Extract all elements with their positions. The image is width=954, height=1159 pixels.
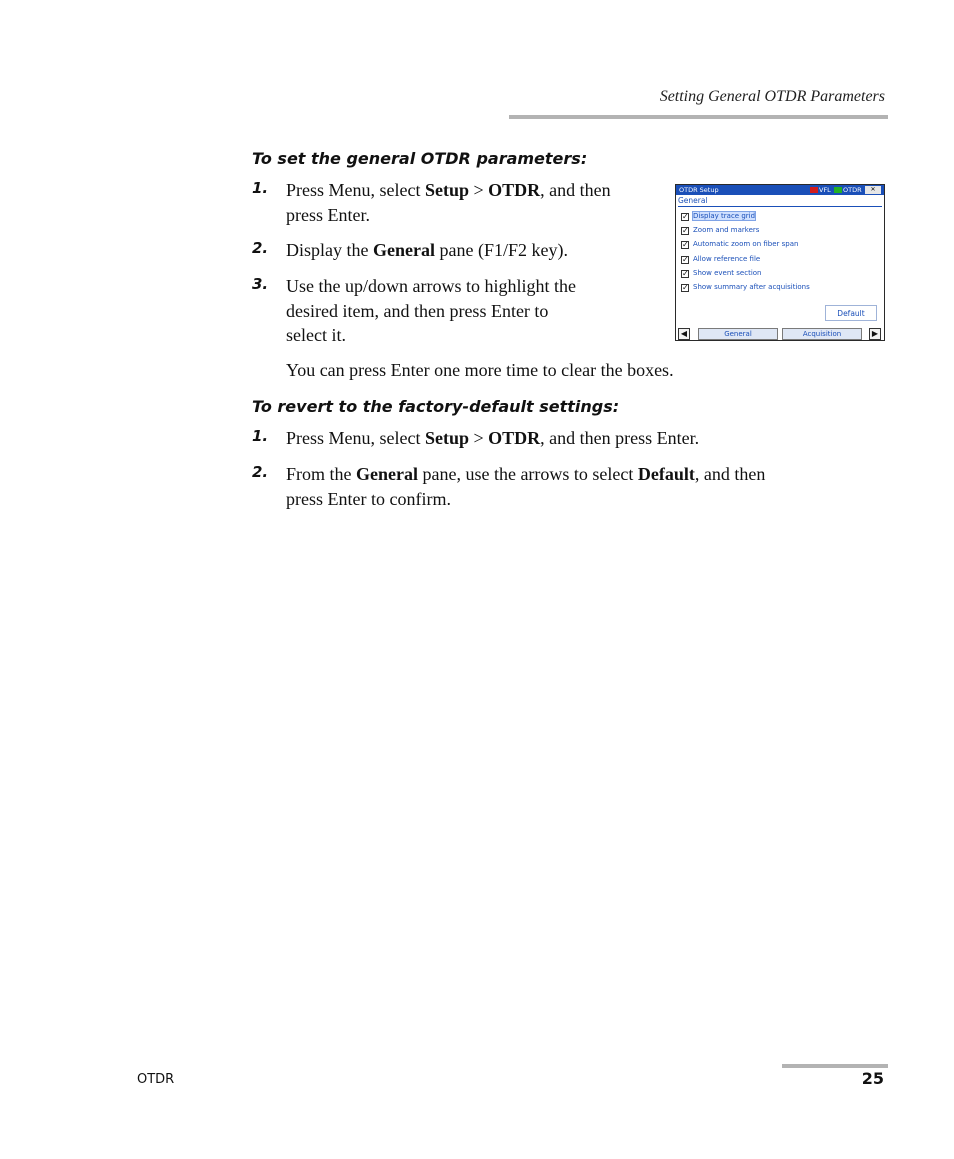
procedure-title: To set the general OTDR parameters: [252, 149, 588, 168]
section-title: General [678, 196, 708, 205]
step-number: 1. [252, 179, 269, 197]
procedure-title: To revert to the factory-default settings: [252, 397, 620, 416]
checkbox-label: Display trace grid [693, 212, 756, 220]
checkbox-item[interactable] [681, 239, 798, 250]
footer-product: OTDR [137, 1072, 175, 1087]
otdr-indicator-icon [834, 187, 842, 193]
close-icon[interactable]: ✕ [865, 186, 881, 194]
checkbox-label: Zoom and markers [693, 226, 760, 234]
left-arrow-icon[interactable]: ◀ [678, 328, 690, 340]
otdr-indicator-label: OTDR [843, 186, 862, 194]
tab-acquisition[interactable]: Acquisition [782, 328, 862, 340]
page-number: 25 [861, 1069, 884, 1088]
step-number: 2. [252, 463, 269, 481]
window-title: OTDR Setup [679, 186, 719, 194]
step-number: 3. [252, 275, 269, 293]
tab-bar [678, 328, 882, 340]
step-text: Display the General pane (F1/F2 key). [286, 240, 568, 260]
step-text: Use the up/down arrows to highlight the desired item, and then press Enter to select it. [286, 276, 576, 345]
checkbox-label: Show event section [693, 269, 762, 277]
step-number: 1. [252, 427, 269, 445]
checkbox-label: Show summary after acquisitions [693, 283, 810, 291]
checkbox-item[interactable] [681, 268, 762, 279]
step-text: Press Menu, select Setup > OTDR, and then press Enter. [286, 428, 700, 448]
checkbox-checked-icon[interactable]: ✓ [682, 226, 689, 235]
checkbox-checked-icon[interactable]: ✓ [682, 240, 689, 249]
step-number: 2. [252, 239, 269, 257]
tab-general[interactable]: General [698, 328, 778, 340]
right-arrow-icon[interactable]: ▶ [869, 328, 881, 340]
step-text: Press Menu, select Setup > OTDR, and then press Enter. [286, 180, 611, 225]
step-text: From the General pane, use the arrows to select Default, and then press Enter to confirm. [286, 464, 766, 509]
window-titlebar [676, 185, 884, 195]
vfl-indicator-label: VFL [819, 186, 831, 194]
checkbox-item[interactable] [681, 254, 760, 265]
checkbox-checked-icon[interactable]: ✓ [682, 283, 689, 292]
otdr-setup-screenshot [675, 184, 885, 341]
checkbox-checked-icon[interactable]: ✓ [682, 255, 689, 264]
checkbox-checked-icon[interactable]: ✓ [682, 269, 689, 278]
default-button[interactable]: Default [825, 305, 877, 321]
checkbox-item[interactable] [681, 225, 759, 236]
checkbox-item[interactable] [681, 282, 810, 293]
checkbox-checked-icon[interactable]: ✓ [682, 212, 689, 221]
running-header: Setting General OTDR Parameters [659, 88, 885, 105]
checkbox-label: Automatic zoom on fiber span [693, 240, 799, 248]
section-rule [678, 206, 882, 207]
vfl-indicator-icon [810, 187, 818, 193]
footer-rule [782, 1064, 888, 1068]
note-text: You can press Enter one more time to clear the boxes. [286, 360, 674, 380]
checkbox-item[interactable] [681, 211, 755, 222]
checkbox-label: Allow reference file [693, 255, 761, 263]
header-rule [509, 115, 888, 119]
